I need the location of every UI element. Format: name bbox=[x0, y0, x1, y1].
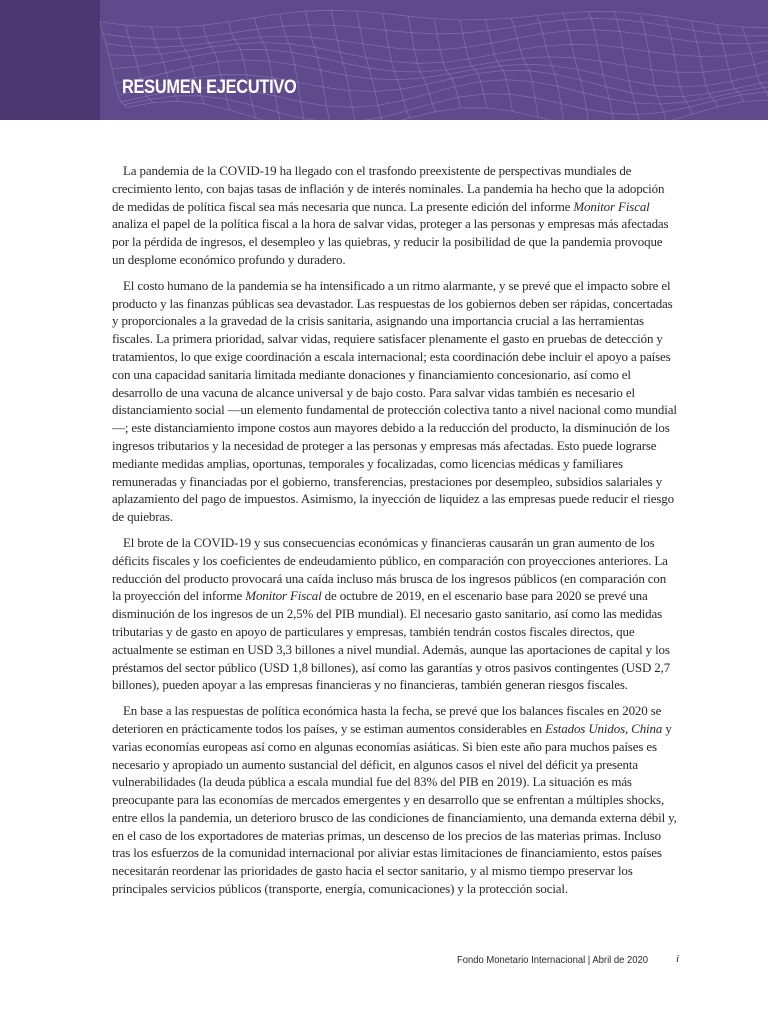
wireframe-mesh-graphic bbox=[100, 0, 768, 120]
paragraph: La pandemia de la COVID-19 ha llegado con el trasfondo preexistente de perspectivas mundiales de crecimiento lento, con bajas tasas de inflación y de interés nominales. La pandemia ha hecho que la adopción de medidas de política fiscal sea más necesaria que nunca. La presente edición del informe Monitor Fiscal analiza el papel de la política fiscal a la hora de salvar vidas, proteger a las personas y empresas más afectadas por la pérdida de ingresos, el desempleo y las quiebras, y reducir la posibilidad de que la pandemia provoque un desplome económico profundo y duradero. bbox=[112, 163, 669, 267]
italic-term: Estados Unidos, China bbox=[545, 720, 663, 736]
page-number: i bbox=[676, 953, 680, 965]
footer-credit: Fondo Monetario Internacional | Abril de 2020 bbox=[457, 954, 649, 966]
paragraph: En base a las respuestas de política económica hasta la fecha, se prevé que los balances fiscales en 2020 se deterioren en prácticamente todos los países, y se estiman aumentos considerables en Estados Unidos, China y varias economías europeas así como en algunas economías asiáticas. Si bien este año para muchos países es necesario y apropiado un aumento sustancial del déficit, en algunos casos el nivel del déficit ya presenta vulnerabilidades (la deuda pública a escala mundial fue del 83% del PIB en 2019). La situación es más preocupante para las economías de mercados emergentes y en desarrollo que se enfrentan a múltiples shocks, entre ellos la pandemia, un deterioro brusco de las condiciones de financiamiento, una demanda externa débil y, en el caso de los exportadores de materias primas, un descenso de los precios de las materias primas. Incluso tras los esfuerzos de la comunidad internacional por aliviar estas limitaciones de financiamiento, estos países necesitarán reordenar las prioridades de gasto hacia el sector sanitario, y al mismo tiempo preservar los principales servicios públicos (transporte, energía, comunicaciones) y la protección social. bbox=[112, 703, 677, 897]
page-title: RESUMEN EJECUTIVO bbox=[122, 77, 297, 98]
banner-accent-block bbox=[0, 0, 100, 120]
italic-term: Monitor Fiscal bbox=[573, 198, 650, 214]
paragraph: El brote de la COVID-19 y sus consecuencias económicas y financieras causarán un gran aumento de los déficits fiscales y los coeficientes de endeudamiento público, en comparación con proyecciones anteriores. La reducción del producto provocará una caída incluso más brusca de los ingresos públicos (en comparación con la proyección del informe Monitor Fiscal de octubre de 2019, en el escenario base para 2020 se prevé una disminución de los ingresos de un 2,5% del PIB mundial). El necesario gasto sanitario, así como las medidas tributarias y de gasto en apoyo de particulares y empresas, también tendrán costos fiscales directos, que actualmente se estiman en USD 3,3 billones a nivel mundial. Además, aunque las aportaciones de capital y los préstamos del sector público (USD 1,8 billones), así como las garantías y otros pasivos contingentes (USD 2,7 billones), pueden apoyar a las empresas financieras y no financieras, también generan riesgos fiscales. bbox=[112, 534, 671, 693]
paragraph: El costo humano de la pandemia se ha intensificado a un ritmo alarmante, y se prevé que el impacto sobre el producto y las finanzas públicas sea devastador. Las respuestas de los gobiernos deben ser rápidas, concertadas y proporcionales a la gravedad de la crisis sanitaria, asignando una importancia crucial a las herramientas fiscales. La primera prioridad, salvar vidas, requiere satisfacer plenamente el gasto en pruebas de detección y tratamientos, lo que exige coordinación a escala internacional; esta coordinación debe incluir el apoyo a países con una capacidad sanitaria limitada mediante donaciones y financiamiento concesionario, así como el desarrollo de una vacuna de alcance universal y de bajo costo. Para salvar vidas también es necesario el distanciamiento social —un elemento fundamental de protección colectiva tanto a nivel nacional como mundial—; este distanciamiento impone costos aun mayores debido a la reducción del producto, la disminución de los ingresos tributarios y la necesidad de proteger a las personas y empresas más afectadas. Esto puede lograrse mediante medidas amplias, oportunas, temporales y focalizadas, como licencias médicas y familiares remuneradas y financiadas por el gobierno, transferencias, prestaciones por desempleo, subsidios salariales y aplazamiento del pago de impuestos. Asimismo, la inyección de liquidez a las empresas puede reducir el riesgo de quiebras. bbox=[112, 277, 677, 525]
body-text bbox=[112, 162, 678, 906]
header-banner bbox=[0, 0, 768, 120]
italic-term: Monitor Fiscal bbox=[245, 588, 322, 604]
